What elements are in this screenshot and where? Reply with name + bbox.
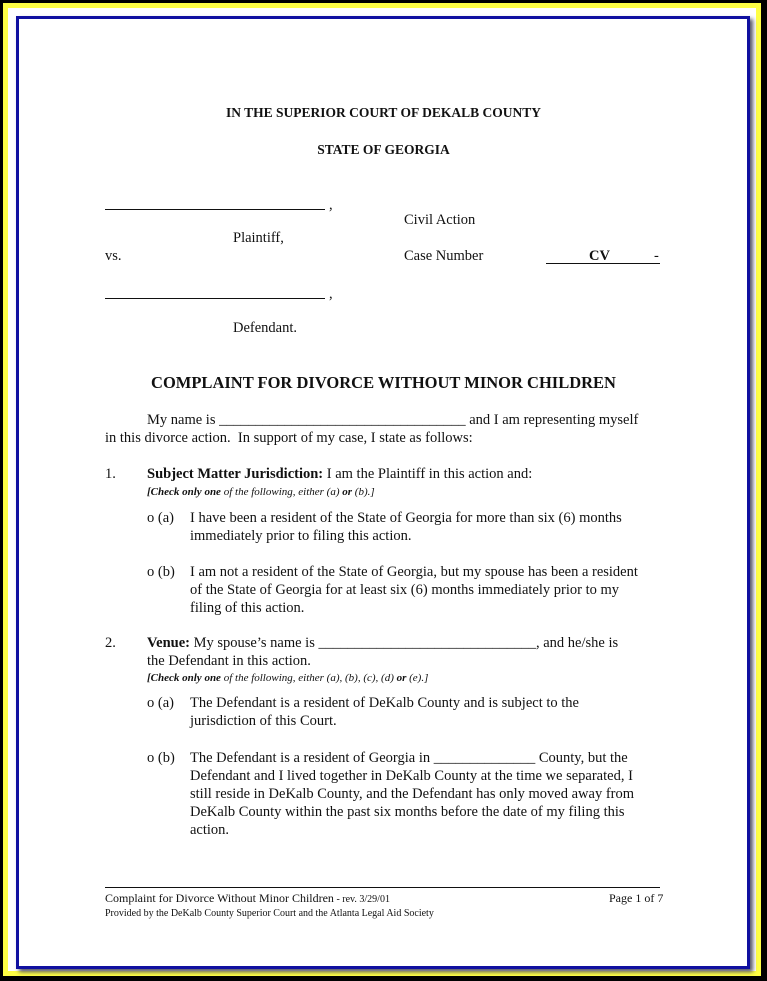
option-text: jurisdiction of this Court. [190,713,337,729]
section2-note [147,669,428,687]
text: of the following, either (a) [220,486,343,498]
section-number: 1. [105,466,116,482]
option-text: immediately prior to filing this action. [190,528,412,544]
option-text: Defendant and I lived together in DeKalb County at the time we separated, I [190,768,633,784]
section-number: 2. [105,635,116,651]
revision: - rev. 3/29/01 [333,894,390,905]
court-title: IN THE SUPERIOR COURT OF DEKALB COUNTY [225,105,542,120]
option-text: of the State of Georgia for at least six (6) months immediately prior to my [190,582,619,598]
text: [Check only one [147,486,221,498]
defendant-name-line [105,298,325,299]
section2-heading-line [147,634,618,652]
comma: , [329,197,333,213]
text: My spouse’s name is ______________________________, and he/she is [189,635,619,651]
section1-note [147,483,375,501]
text: My name is [147,412,220,428]
text: and I am representing myself [465,412,639,428]
page-number: Page 1 of 7 [609,891,664,905]
plaintiff-name-line [105,209,325,210]
option-text: DeKalb County within the past six months before the date of my filing this [190,804,625,820]
text: I am the Plaintiff in this action and: [323,466,533,482]
text: of the following, either (a), (b), (c), (d) [220,672,397,684]
text: or [342,486,353,498]
case-number-label: Case Number [404,248,484,264]
option-text: The Defendant is a resident of DeKalb County and is subject to the [190,695,579,711]
option-text: I am not a resident of the State of Georgia, but my spouse has been a resident [190,564,638,580]
plaintiff-label: Plaintiff, [233,230,284,246]
checkbox-2b[interactable]: o (b) [147,750,175,766]
checkbox-1b[interactable]: o (b) [147,564,175,580]
footer-provided: Provided by the DeKalb County Superior Court and the Atlanta Legal Aid Society [105,908,434,919]
checkbox-1a[interactable]: o (a) [147,510,174,526]
text: (b).] [352,486,375,498]
text: the Defendant in this action. [147,653,311,669]
text: (e).] [406,672,429,684]
option-text: action. [190,822,230,838]
option-text: still reside in DeKalb County, and the Defendant has only moved away from [190,786,635,802]
case-dash: - [654,248,659,264]
text: or [396,672,407,684]
defendant-label: Defendant. [233,320,298,336]
text: Complaint for Divorce Without Minor Children [105,891,334,905]
footer-rule [105,887,660,888]
section-heading: Venue: [147,635,190,651]
document-title: COMPLAINT FOR DIVORCE WITHOUT MINOR CHILDREN [151,373,616,392]
checkbox-2a[interactable]: o (a) [147,695,174,711]
vs-label: vs. [105,248,122,264]
section-heading: Subject Matter Jurisdiction: [147,466,324,482]
intro-line-1 [147,411,638,429]
case-prefix: CV [589,248,610,264]
comma: , [329,286,333,302]
option-text: The Defendant is a resident of Georgia in ______________ County, but the [190,750,628,766]
section1-heading-line [147,465,532,483]
state-title: STATE OF GEORGIA [317,142,450,157]
text: [Check only one [147,672,221,684]
option-text: I have been a resident of the State of Georgia for more than six (6) months [190,510,622,526]
name-blank: __________________________________ [219,412,466,428]
option-text: filing of this action. [190,600,305,616]
civil-action-label: Civil Action [404,212,476,228]
intro-line-2: in this divorce action. In support of my case, I state as follows: [105,430,473,446]
